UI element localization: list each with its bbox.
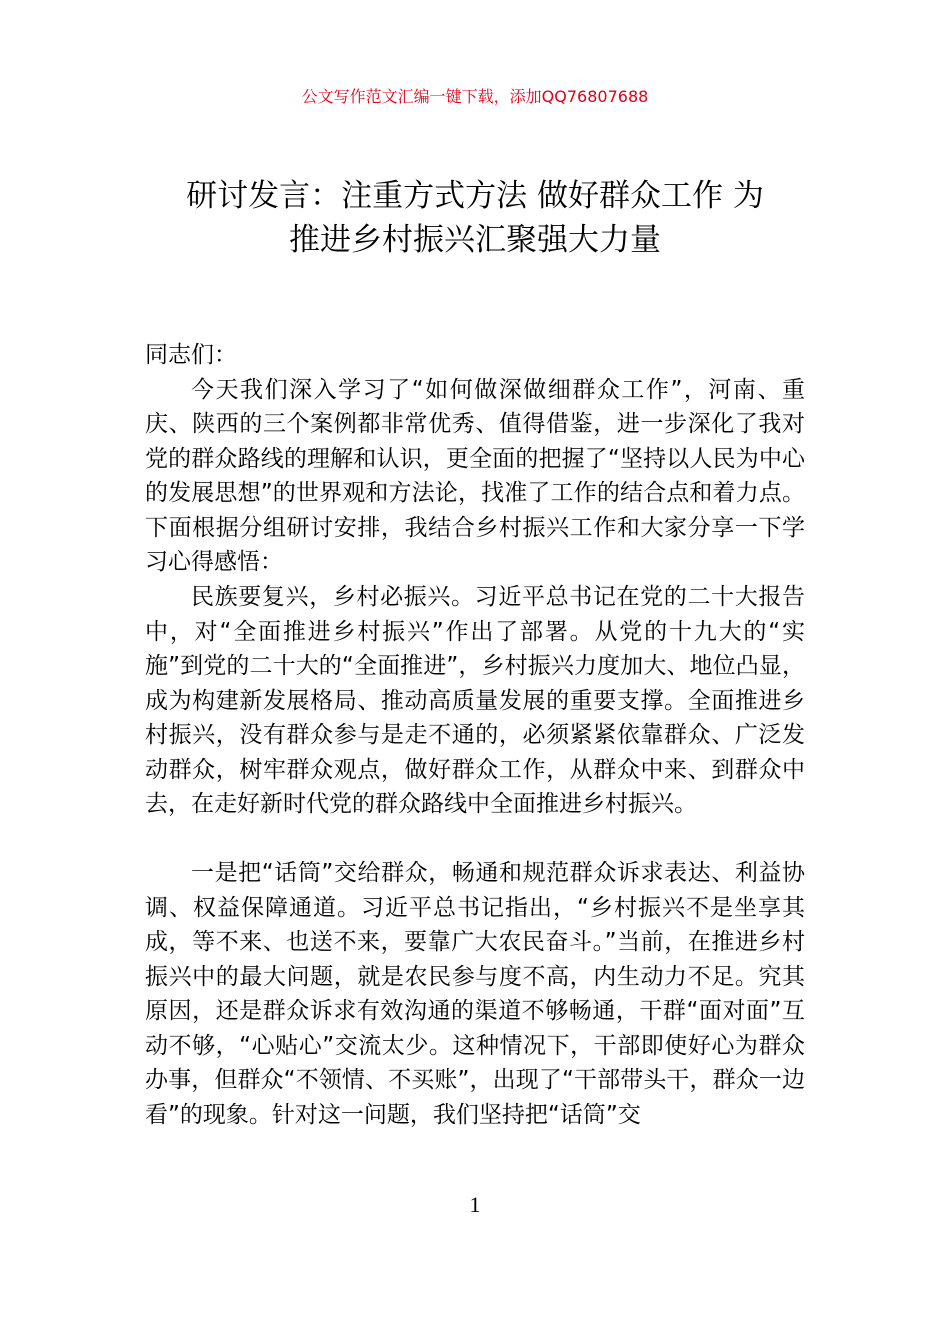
body-paragraph-1: 今天我们深入学习了“如何做深做细群众工作”，河南、重庆、陕西的三个案例都非常优秀、值得借鉴，进一步深化了我对党的群众路线的理解和认识，更全面的把握了“坚持以人民为中心的发展思想”的世界观和方法论，找准了工作的结合点和着力点。下面根据分组研讨安排，我结合乡村振兴工作和大家分享一下学习心得感悟：: [145, 376, 805, 575]
page-number: 1: [469, 1192, 481, 1217]
salutation: 同志们：: [145, 342, 237, 368]
body-paragraph-2: 民族要复兴，乡村必振兴。习近平总书记在党的二十大报告中，对“全面推进乡村振兴”作出了部署。从党的十九大的“实施”到党的二十大的“全面推进”，乡村振兴力度加大、地位凸显，成为构建新发展格局、推动高质量发展的重要支撑。全面推进乡村振兴，没有群众参与是走不通的，必须紧紧依靠群众、广泛发动群众，树牢群众观点，做好群众工作，从群众中来、到群众中去，在走好新时代党的群众路线中全面推进乡村振兴。: [145, 584, 805, 817]
body-paragraph-3: 一是把“话筒”交给群众，畅通和规范群众诉求表达、利益协调、权益保障通道。习近平总书记指出，“乡村振兴不是坐享其成，等不来、也送不来，要靠广大农民奋斗。”当前，在推进乡村振兴中的最大问题，就是农民参与度不高，内生动力不足。究其原因，还是群众诉求有效沟通的渠道不够畅通，干群“面对面”互动不够，“心贴心”交流太少。这种情况下，干部即使好心为群众办事，但群众“不领情、不买账”，出现了“干部带头干，群众一边看”的现象。针对这一问题，我们坚持把“话筒”交: [145, 860, 805, 1128]
download-promo-note: 公文写作范文汇编一键下载，添加QQ76807688: [301, 87, 649, 106]
document-title-line-1: 研讨发言：注重方式方法 做好群众工作 为: [186, 178, 764, 214]
document-title-line-2: 推进乡村振兴汇聚强大力量: [289, 222, 661, 258]
